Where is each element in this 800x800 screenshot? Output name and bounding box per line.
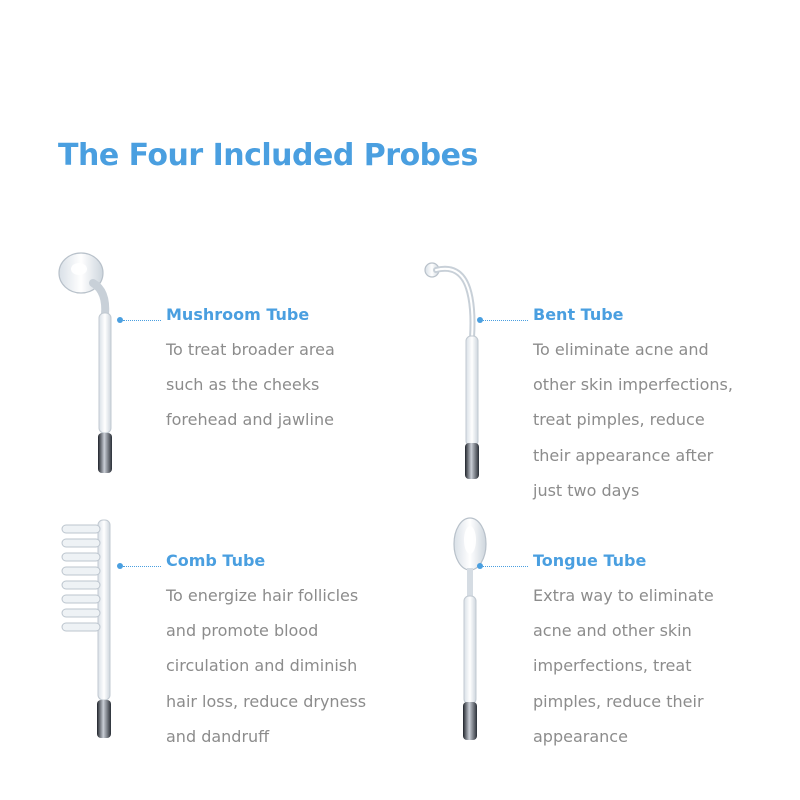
description-line: such as the cheeks	[166, 375, 320, 395]
probe-name-bent: Bent Tube	[533, 305, 624, 324]
probe-description-comb	[166, 578, 396, 754]
description-line: hair loss, reduce dryness	[166, 691, 367, 711]
description-line: forehead and jawline	[166, 410, 334, 430]
description-line: pimples, reduce their	[533, 691, 704, 711]
description-line: appearance	[533, 726, 628, 746]
connector-line	[483, 566, 528, 567]
description-line: To energize hair follicles	[166, 586, 359, 605]
description-line: and promote blood	[166, 621, 319, 641]
description-line: treat pimples, reduce	[533, 410, 705, 430]
description-line: Extra way to eliminate	[533, 586, 714, 605]
bent-tube-icon	[420, 258, 490, 483]
probe-name-mushroom: Mushroom Tube	[166, 305, 310, 324]
description-line: To treat broader area	[166, 340, 335, 359]
tongue-tube-icon	[440, 512, 500, 747]
description-line: their appearance after	[533, 445, 714, 465]
description-line: acne and other skin	[533, 621, 692, 641]
description-line: and dandruff	[166, 726, 270, 746]
comb-tube-icon	[58, 515, 128, 740]
description-line: imperfections, treat	[533, 656, 692, 676]
mushroom-tube-icon	[55, 245, 125, 485]
probe-name-tongue: Tongue Tube	[533, 551, 647, 570]
probe-description-tongue	[533, 578, 763, 754]
probe-description-bent	[533, 332, 763, 508]
probe-name-comb: Comb Tube	[166, 551, 266, 570]
connector-line	[123, 566, 161, 567]
description-line: To eliminate acne and	[533, 340, 709, 359]
connector-line	[483, 320, 528, 321]
probe-description-mushroom	[166, 332, 396, 438]
description-line: other skin imperfections,	[533, 375, 733, 395]
description-line: just two days	[533, 480, 640, 500]
description-line: circulation and diminish	[166, 656, 358, 676]
connector-line	[123, 320, 161, 321]
page-title: The Four Included Probes	[58, 138, 478, 173]
